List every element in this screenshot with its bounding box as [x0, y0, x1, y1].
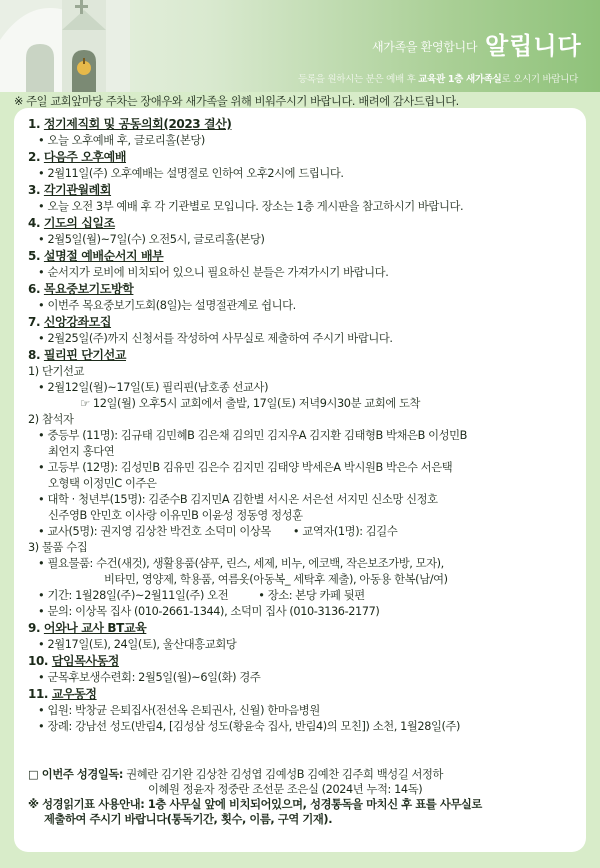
section-number: 8. — [28, 348, 41, 362]
header-sub-prefix: 등록을 원하시는 분은 예배 후 — [298, 74, 416, 85]
section-5 — [28, 248, 574, 281]
list-item: • 군목후보생수련회: 2월5일(월)~6일(화) 경주 — [28, 670, 574, 686]
header-sub-place: 교육관 1층 새가족실 — [418, 74, 502, 85]
section-heading — [28, 620, 574, 637]
list-item: • 교사(5명): 권지영 김상찬 박건호 소덕미 이상목 • 교역자(1명): 김길수 — [38, 525, 398, 538]
list-item: • 2월5일(월)~7일(수) 오전5시, 글로리홀(본당) — [28, 232, 574, 248]
list-item: • 오늘 오전 3부 예배 후 각 기관별로 모입니다. 장소는 1층 게시판을 참고하시기 바랍니다. — [28, 199, 574, 215]
subsection-label: 1) 단기선교 — [28, 365, 85, 378]
announcement-card — [14, 108, 586, 852]
church-illustration — [0, 0, 130, 92]
section-number: 3. — [28, 183, 41, 197]
list-item: • 순서지가 로비에 비치되어 있으니 필요하신 분들은 가져가시기 바랍니다. — [28, 265, 574, 281]
collection-period: 기간: 1월28일(주)~2월11일(주) 오전 — [47, 589, 229, 602]
list-item-cont: 오형택 이정민C 이주은 — [48, 477, 157, 490]
list-item: • 중등부 (11명): 김규태 김민혜B 김은채 김의민 김지우A 김지환 김태형B 박채은B 이성민B — [28, 428, 574, 444]
section-2 — [28, 149, 574, 182]
section-title: 기도의 십일조 — [43, 216, 115, 230]
usage-notice: ※ 성경읽기표 사용안내: 1층 사무실 앞에 비치되어있으며, 성경통독을 마치신 후 표를 사무실로 — [28, 798, 482, 811]
section-heading — [28, 347, 574, 364]
list-item-cont: 최언지 홍다연 — [48, 445, 115, 458]
section-number: 9. — [28, 621, 41, 635]
section-title: 어와나 교사 BT교육 — [43, 621, 147, 635]
staff-ministers: 교역자(1명): 김길수 — [302, 525, 398, 538]
section-heading — [28, 248, 574, 265]
section-number: 5. — [28, 249, 41, 263]
section-number: 2. — [28, 150, 41, 164]
list-item: • 문의: 이상목 집사 (010-2661-1344), 소덕미 집사 (010-3136-2177) — [28, 604, 574, 620]
list-item-cont: 비타민, 영양제, 학용품, 여름옷(아동복_ 세탁후 제출), 아동용 한복(남/여) — [104, 573, 448, 586]
usage-notice-cont: 제출하여 주시기 바랍니다(통독기간, 횟수, 이름, 구역 기재). — [44, 813, 333, 826]
list-item: • 2월25일(주)까지 신청서를 작성하여 사무실로 제출하여 주시기 바랍니다. — [28, 331, 574, 347]
section-number: 4. — [28, 216, 41, 230]
list-item: • 대학 · 청년부(15명): 김준수B 김지민A 김한별 서시온 서은선 서지민 신소망 신정호 — [28, 492, 574, 508]
page-title: 알립니다 — [485, 32, 582, 60]
bible-reading-line — [28, 767, 574, 782]
section-heading — [28, 686, 574, 703]
section-number: 7. — [28, 315, 41, 329]
section-title: 목요중보기도방학 — [43, 282, 134, 296]
section-number: 10. — [28, 654, 49, 668]
section-11 — [28, 686, 574, 735]
detail-line: ☞ 12일(월) 오후5시 교회에서 출발, 17일(토) 저녁9시30분 교회에 도착 — [80, 397, 421, 410]
section-title: 필리핀 단기선교 — [43, 348, 127, 362]
list-item: • 오늘 오후예배 후, 글로리홀(본당) — [28, 133, 574, 149]
section-title: 교우동정 — [51, 687, 97, 701]
header-banner — [0, 0, 600, 92]
subsection-label: 2) 참석자 — [28, 413, 74, 426]
section-heading — [28, 149, 574, 166]
section-4 — [28, 215, 574, 248]
list-item: • 장례: 강남선 성도(반림4, [김성삼 성도(황윤숙 집사, 반림4)의 모친]) 소천, 1월28일(주) — [28, 719, 574, 735]
bible-reading-label: □ 이번주 성경일독: — [28, 768, 124, 781]
section-title: 다음주 오후예배 — [43, 150, 127, 164]
section-6 — [28, 281, 574, 314]
list-item: • 기간: 1월28일(주)~2월11일(주) 오전 • 장소: 본당 카페 뒷편 — [38, 589, 365, 602]
header-subtitle — [298, 71, 578, 85]
section-1 — [28, 116, 574, 149]
welcome-text: 새가족을 환영합니다 — [372, 40, 478, 54]
list-item: • 이번주 목요중보기도회(8일)는 설명절관계로 쉽니다. — [28, 298, 574, 314]
list-item: • 2월17일(토), 24일(토), 울산대흥교회당 — [28, 637, 574, 653]
section-3 — [28, 182, 574, 215]
bible-reading-names-cont: 이혜원 정윤자 정중란 조선문 조은실 (2024년 누적: 14독) — [148, 783, 423, 796]
list-item-cont: 신주영B 안민호 이사랑 이유민B 이윤성 정동영 정성훈 — [48, 509, 303, 522]
section-title: 정기제직회 및 공동의회(2023 결산) — [43, 117, 232, 131]
section-title: 설명절 예배순서지 배부 — [43, 249, 164, 263]
section-heading — [28, 182, 574, 199]
list-item: • 고등부 (12명): 김성민B 김유민 김은수 김지민 김태양 박세은A 박시원B 박은수 서은택 — [28, 460, 574, 476]
section-philippines — [28, 347, 574, 620]
section-heading — [28, 314, 574, 331]
collection-place: 장소: 본당 카페 뒷편 — [267, 589, 365, 602]
header-sub-suffix: 로 오시기 바랍니다 — [501, 74, 578, 85]
section-number: 11. — [28, 687, 49, 701]
section-heading — [28, 653, 574, 670]
footer-notes — [28, 767, 574, 827]
bible-reading-names: 권혜란 김기완 김상찬 김성엽 김예성B 김예찬 김주희 백성길 서정하 — [126, 768, 443, 781]
list-item: • 입원: 박창균 은퇴집사(전선옥 은퇴권사, 신월) 한마음병원 — [28, 703, 574, 719]
section-heading — [28, 281, 574, 298]
section-title: 담임목사동정 — [51, 654, 119, 668]
subsection-label: 3) 물품 수집 — [28, 541, 88, 554]
section-10 — [28, 653, 574, 686]
section-7 — [28, 314, 574, 347]
list-item: • 필요물품: 수건(새것), 생활용품(샴푸, 린스, 세제, 비누, 에코백, 작은보조가방, 모자), — [28, 556, 574, 572]
section-9 — [28, 620, 574, 653]
list-item: • 2월11일(주) 오후예배는 설명절로 인하여 오후2시에 드립니다. — [28, 166, 574, 182]
section-title: 각기관월례회 — [43, 183, 112, 197]
list-item: • 2월12일(월)~17일(토) 필리핀(남호종 선교사) — [28, 380, 574, 396]
parking-notice: ※ 주일 교회앞마당 주차는 장애우와 새가족을 위해 비워주시기 바랍니다. 배려에 감사드립니다. — [14, 95, 459, 108]
section-heading — [28, 215, 574, 232]
section-title: 신앙강좌모집 — [43, 315, 112, 329]
section-number: 6. — [28, 282, 41, 296]
section-number: 1. — [28, 117, 41, 131]
staff-teachers: 교사(5명): 권지영 김상찬 박건호 소덕미 이상목 — [47, 525, 271, 538]
section-heading — [28, 116, 574, 133]
